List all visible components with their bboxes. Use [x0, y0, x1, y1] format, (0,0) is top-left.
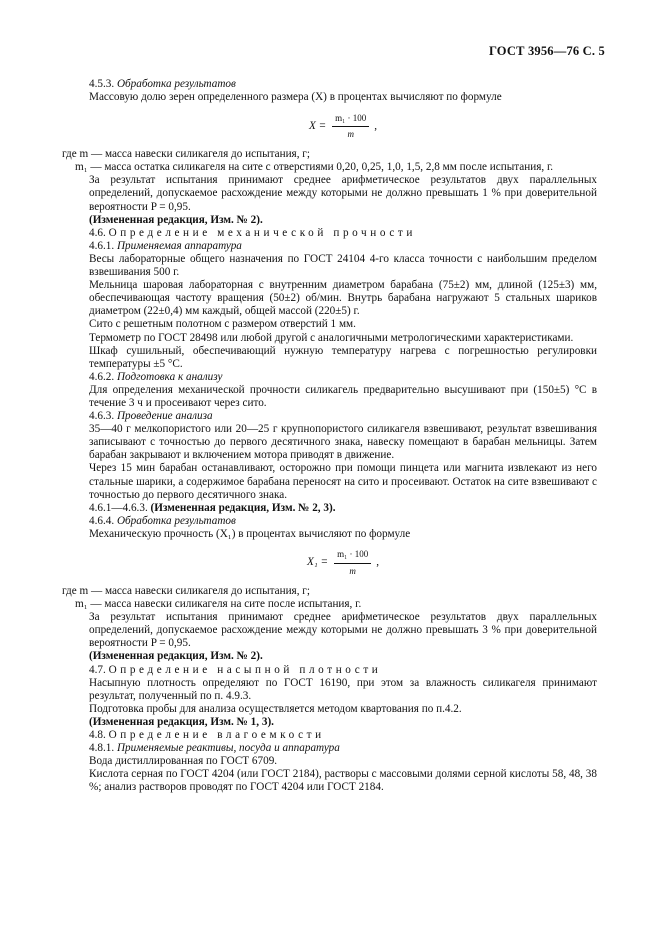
paragraph: Термометр по ГОСТ 28498 или любой другой с аналогичными метрологическими характеристиками.	[89, 331, 574, 344]
paragraph: 35—40 г мелкопористого или 20—25 г крупнопористого силикагеля взвешивают, результат взвешивания записывают с точностью до первого десятичного знака, навеску помещают в барабан мельницы. Затем барабан закрывают и включением мотора приводят в движение.	[89, 423, 597, 462]
formula-x: X = $\frac{\text{m₁ · 100}}{m}$ ,	[308, 112, 378, 139]
section-4-6-4-result: За результат испытания принимают среднее арифметическое результатов двух параллельных определений, допускаемое расхождение между которыми не должно превышать 3 % при доверительной вероятности P = 0,95.	[89, 611, 597, 650]
paragraph: Мельница шаровая лабораторная с внутренним диаметром барабана (75±2) мм, длиной (125±3) мм, обеспечивающая частоту вращения (50±2) об/мин. Внутрь барабана нагружают 5 стальных шариков диаметром (22±0,4) мм каждый, общей массой (220±5) г.	[89, 279, 597, 318]
section-4-6-4-heading: 4.6.4. Обработка результатов	[89, 514, 236, 527]
paragraph: Для определения механической прочности силикагель предварительно высушивают при (150±5) °С в течение 3 ч и просеивают через сито.	[89, 383, 597, 409]
paragraph: Сито с решетным полотном с размером отверстий 1 мм.	[89, 318, 356, 331]
paragraph: Подготовка пробы для анализа осуществляется методом квартования по п.4.2.	[89, 702, 462, 715]
section-4-8-1-heading: 4.8.1. Применяемые реактивы, посуда и аппаратура	[89, 742, 340, 755]
section-4-6-3-heading: 4.6.3. Проведение анализа	[89, 410, 213, 423]
section-4-6-4-intro: Механическую прочность (X₁) в процентах вычисляют по формуле	[89, 527, 411, 540]
section-4-6-2-heading: 4.6.2. Подготовка к анализу	[89, 370, 223, 383]
where-m1: m₁ — масса остатка силикагеля на сите с отверстиями 0,20, 0,25, 1,0, 1,5, 2,8 мм после испытания, г.	[75, 161, 554, 174]
edition-note: (Измененная редакция, Изм. № 2).	[89, 650, 263, 663]
section-4-8-heading: 4.8. Определение влагоемкости	[89, 729, 325, 742]
formula-x1: X₁ = $\frac{\text{m₁ · 100}}{m}$ ,	[306, 549, 379, 576]
section-4-5-3-heading: 4.5.3. Обработка результатов	[89, 78, 236, 90]
where-m: где m — масса навески силикагеля до испытания, г;	[62, 148, 310, 161]
paragraph: Весы лабораторные общего назначения по ГОСТ 24104 4-го класса точности с наибольшим пределом взвешивания 500 г.	[89, 252, 597, 279]
paragraph: Вода дистиллированная по ГОСТ 6709.	[89, 755, 278, 768]
document-body	[62, 78, 597, 795]
paragraph: Насыпную плотность определяют по ГОСТ 16190, при этом за влажность силикагеля принимают результат, полученный по п. 4.9.3.	[89, 676, 597, 702]
paragraph: Кислота серная по ГОСТ 4204 (или ГОСТ 2184), растворы с массовыми долями серной кислоты 58, 48, 38 %; анализ растворов проводят по ГОСТ 4204 или ГОСТ 2184.	[89, 768, 597, 794]
where-m1: m₁ — масса навески силикагеля на сите после испытания, г.	[75, 598, 362, 611]
section-4-7-heading: 4.7. Определение насыпной плотности	[89, 663, 382, 676]
section-4-6-1-heading: 4.6.1. Применяемая аппаратура	[89, 239, 242, 252]
page-header: ГОСТ 3956—76 С. 5	[488, 44, 605, 58]
edition-note: (Измененная редакция, Изм. № 1, 3).	[89, 715, 274, 728]
edition-note: 4.6.1—4.6.3. (Измененная редакция, Изм. № 2, 3).	[89, 501, 336, 514]
section-4-5-3-intro: Массовую долю зерен определенного размера (X) в процентах вычисляют по формуле	[89, 91, 502, 104]
edition-note: (Измененная редакция, Изм. № 2).	[89, 213, 263, 226]
section-4-6-heading: 4.6. Определение механической прочности	[89, 226, 416, 239]
paragraph: Через 15 мин барабан останавливают, осторожно при помощи пинцета или магнита извлекают из него стальные шарики, а содержимое барабана переносят на сито и просеивают. Остаток на сите взвешивают с точностью до первого десятичного знака.	[89, 462, 597, 501]
section-4-5-3-result: За результат испытания принимают среднее арифметическое результатов двух параллельных определений, допускаемое расхождение между которыми не должно превышать 1 % при доверительной вероятности P = 0,95.	[89, 174, 597, 213]
paragraph: Шкаф сушильный, обеспечивающий нужную температуру нагрева с погрешностью регулировки температуры ±5 °С.	[89, 344, 597, 370]
where-m: где m — масса навески силикагеля до испытания, г;	[62, 585, 310, 597]
